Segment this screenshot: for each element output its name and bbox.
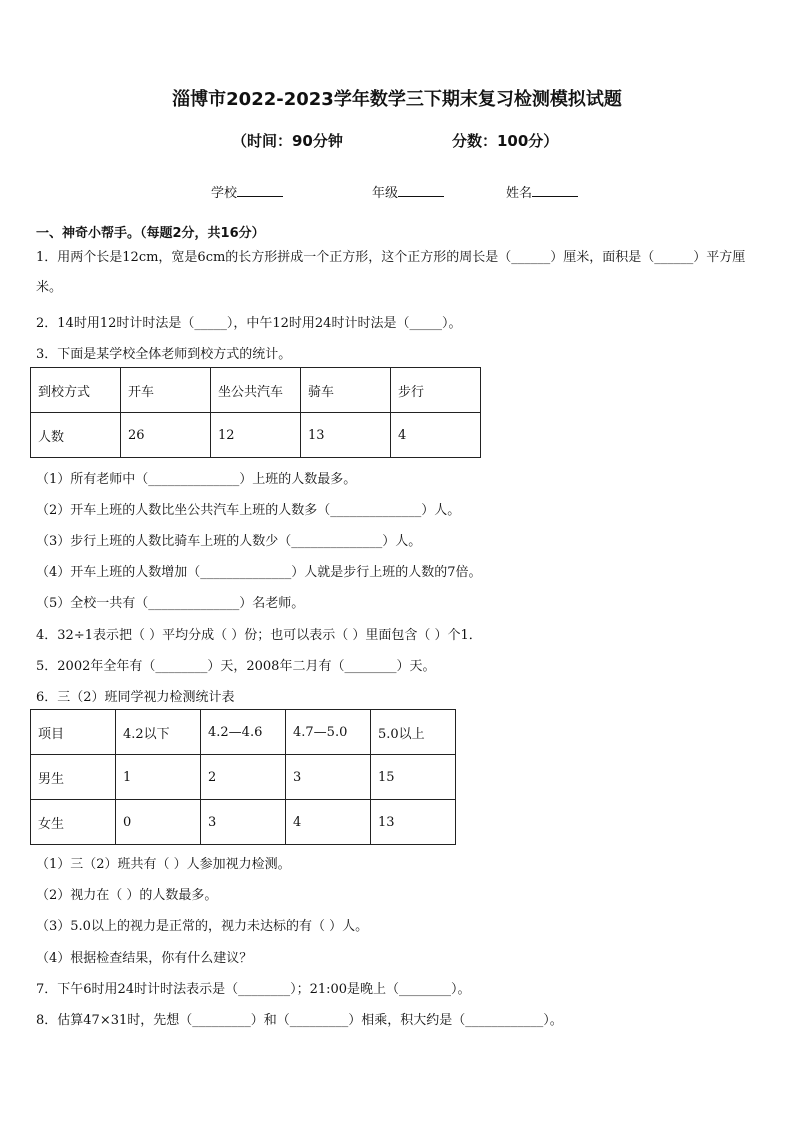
question-6-sub-3: （3）5.0以上的视力是正常的，视力未达标的有（ ）人。 [36, 919, 369, 934]
grade-label: 年级 [372, 186, 399, 201]
vision-table [30, 709, 456, 845]
table-cell: 4 [391, 413, 481, 458]
school-field [211, 182, 283, 201]
name-label: 姓名 [506, 186, 533, 201]
table-cell: 3 [286, 755, 371, 800]
question-6-sub-2: （2）视力在（ ）的人数最多。 [36, 888, 218, 903]
question-6-sub-1: （1）三（2）班共有（ ）人参加视力检测。 [36, 857, 291, 872]
name-field [506, 182, 578, 201]
table-cell: 开车 [121, 368, 211, 413]
table-cell: 女生 [31, 800, 116, 845]
table-row [31, 755, 456, 800]
question-7: 7．下午6时用24时计时法表示是（________）；21:00是晚上（________）。 [36, 982, 471, 997]
exam-title: 淄博市2022-2023学年数学三下期末复习检测模拟试题 [172, 89, 622, 110]
table-cell: 骑车 [301, 368, 391, 413]
table-cell: 4 [286, 800, 371, 845]
table-cell: 4.7—5.0 [286, 710, 371, 755]
table-cell: 人数 [31, 413, 121, 458]
question-6: 6．三（2）班同学视力检测统计表 [36, 690, 235, 705]
table-cell: 4.2—4.6 [201, 710, 286, 755]
table-row [31, 413, 481, 458]
table-cell: 到校方式 [31, 368, 121, 413]
school-blank [237, 183, 283, 197]
question-6-sub-4: （4）根据检查结果，你有什么建议？ [36, 951, 253, 966]
question-3-sub-5: （5）全校一共有（______________）名老师。 [36, 596, 305, 611]
grade-field [372, 182, 444, 201]
table-cell: 4.2以下 [116, 710, 201, 755]
question-3-sub-3: （3）步行上班的人数比骑车上班的人数少（______________）人。 [36, 534, 422, 549]
question-5: 5．2002年全年有（________）天，2008年二月有（________）天。 [36, 659, 436, 674]
grade-blank [398, 183, 444, 197]
table-cell: 13 [301, 413, 391, 458]
table-cell: 12 [211, 413, 301, 458]
table-row [31, 368, 481, 413]
table-cell: 坐公共汽车 [211, 368, 301, 413]
table-cell: 项目 [31, 710, 116, 755]
table-cell: 2 [201, 755, 286, 800]
commute-table [30, 367, 481, 458]
table-row [31, 800, 456, 845]
exam-time: （时间：90分钟 [232, 132, 343, 150]
question-8: 8．估算47×31时，先想（_________）和（_________）相乘，积大约是（____________）。 [36, 1013, 563, 1028]
table-cell: 0 [116, 800, 201, 845]
table-cell: 3 [201, 800, 286, 845]
question-3-sub-4: （4）开车上班的人数增加（______________）人就是步行上班的人数的7倍。 [36, 565, 482, 580]
question-1: 1．用两个长是12cm，宽是6cm的长方形拼成一个正方形，这个正方形的周长是（______）厘米，面积是（______）平方厘米。 [36, 250, 746, 295]
question-3-sub-2: （2）开车上班的人数比坐公共汽车上班的人数多（______________）人。 [36, 503, 461, 518]
name-blank [532, 183, 578, 197]
table-cell: 步行 [391, 368, 481, 413]
question-3: 3．下面是某学校全体老师到校方式的统计。 [36, 347, 292, 362]
question-2: 2．14时用12时计时法是（_____），中午12时用24时计时法是（_____）。 [36, 316, 462, 331]
school-label: 学校 [211, 186, 238, 201]
table-cell: 1 [116, 755, 201, 800]
table-cell: 26 [121, 413, 211, 458]
section-heading: 一、神奇小帮手。（每题2分，共16分） [36, 226, 265, 241]
table-cell: 男生 [31, 755, 116, 800]
table-cell: 15 [371, 755, 456, 800]
question-3-sub-1: （1）所有老师中（______________）上班的人数最多。 [36, 472, 357, 487]
table-cell: 5.0以上 [371, 710, 456, 755]
question-4: 4．32÷1表示把（ ）平均分成（ ）份；也可以表示（ ）里面包含（ ）个1． [36, 628, 482, 643]
exam-score: 分数：100分） [452, 132, 559, 150]
table-cell: 13 [371, 800, 456, 845]
table-row [31, 710, 456, 755]
